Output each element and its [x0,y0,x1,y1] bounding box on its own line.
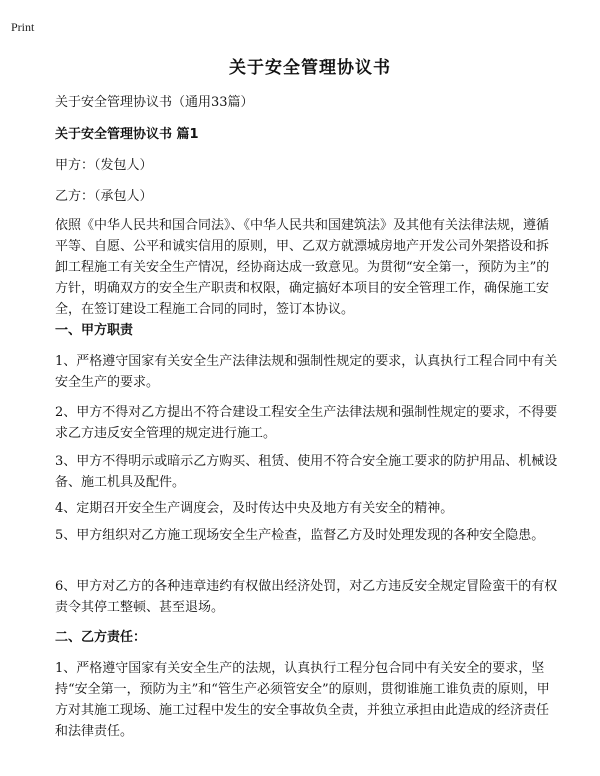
section-heading-party-b: 二、乙方责任： [55,630,147,645]
party-a-line: 甲方：（发包人） [55,158,153,173]
document-subtitle: 关于安全管理协议书（通用33篇） [55,95,254,110]
list-item: 2、甲方不得对乙方提出不符合建设工程安全生产法律法规和强制性规定的要求，不得要求乙方违反安全管理的规定进行施工。 [55,405,558,441]
list-item: 6、甲方对乙方的各种违章违约有权做出经济处罚，对乙方违反安全规定冒险蛮干的有权责令其停工整顿、甚至退场。 [55,579,558,615]
list-item: 3、甲方不得明示或暗示乙方购买、租赁、使用不符合安全施工要求的防护用品、机械设备、施工机具及配件。 [55,454,558,490]
list-item: 5、甲方组织对乙方施工现场安全生产检查，监督乙方及时处理发现的各种安全隐患。 [55,528,545,543]
list-item: 1、严格遵守国家有关安全生产的法规，认真执行工程分包合同中有关安全的要求，坚持“安全第一，预防为主”和“管生产必须管安全”的原则，贯彻谁施工谁负责的原则，甲方对其施工现场、施工过程中发生的安全事故负全责，并独立承担由此造成的经济责任和法律责任。 [55,661,550,739]
list-item: 4、定期召开安全生产调度会，及时传达中央及地方有关安全的精神。 [55,501,454,516]
document-title: 关于安全管理协议书 [229,58,391,78]
party-b-line: 乙方：（承包人） [55,189,153,204]
intro-paragraph: 依照《中华人民共和国合同法》、《中华人民共和国建筑法》及其他有关法律法规，遵循平等、自愿、公平和诚实信用的原则，甲、乙双方就漂城房地产开发公司外架搭设和拆卸工程施工有关安全生产情况，经协商达成一致意见。为贯彻“安全第一，预防为主”的方针，明确双方的安全生产职责和权限，确定搞好本项目的安全管理工作，确保施工安全，在签订建设工程施工合同的同时，签订本协议。 [55,218,550,317]
article-heading: 关于安全管理协议书 篇1 [55,127,199,142]
list-item: 1、严格遵守国家有关安全生产法律法规和强制性规定的要求，认真执行工程合同中有关安全生产的要求。 [55,354,558,390]
section-heading-party-a: 一、甲方职责 [55,323,134,338]
print-link[interactable]: Print [11,20,35,34]
